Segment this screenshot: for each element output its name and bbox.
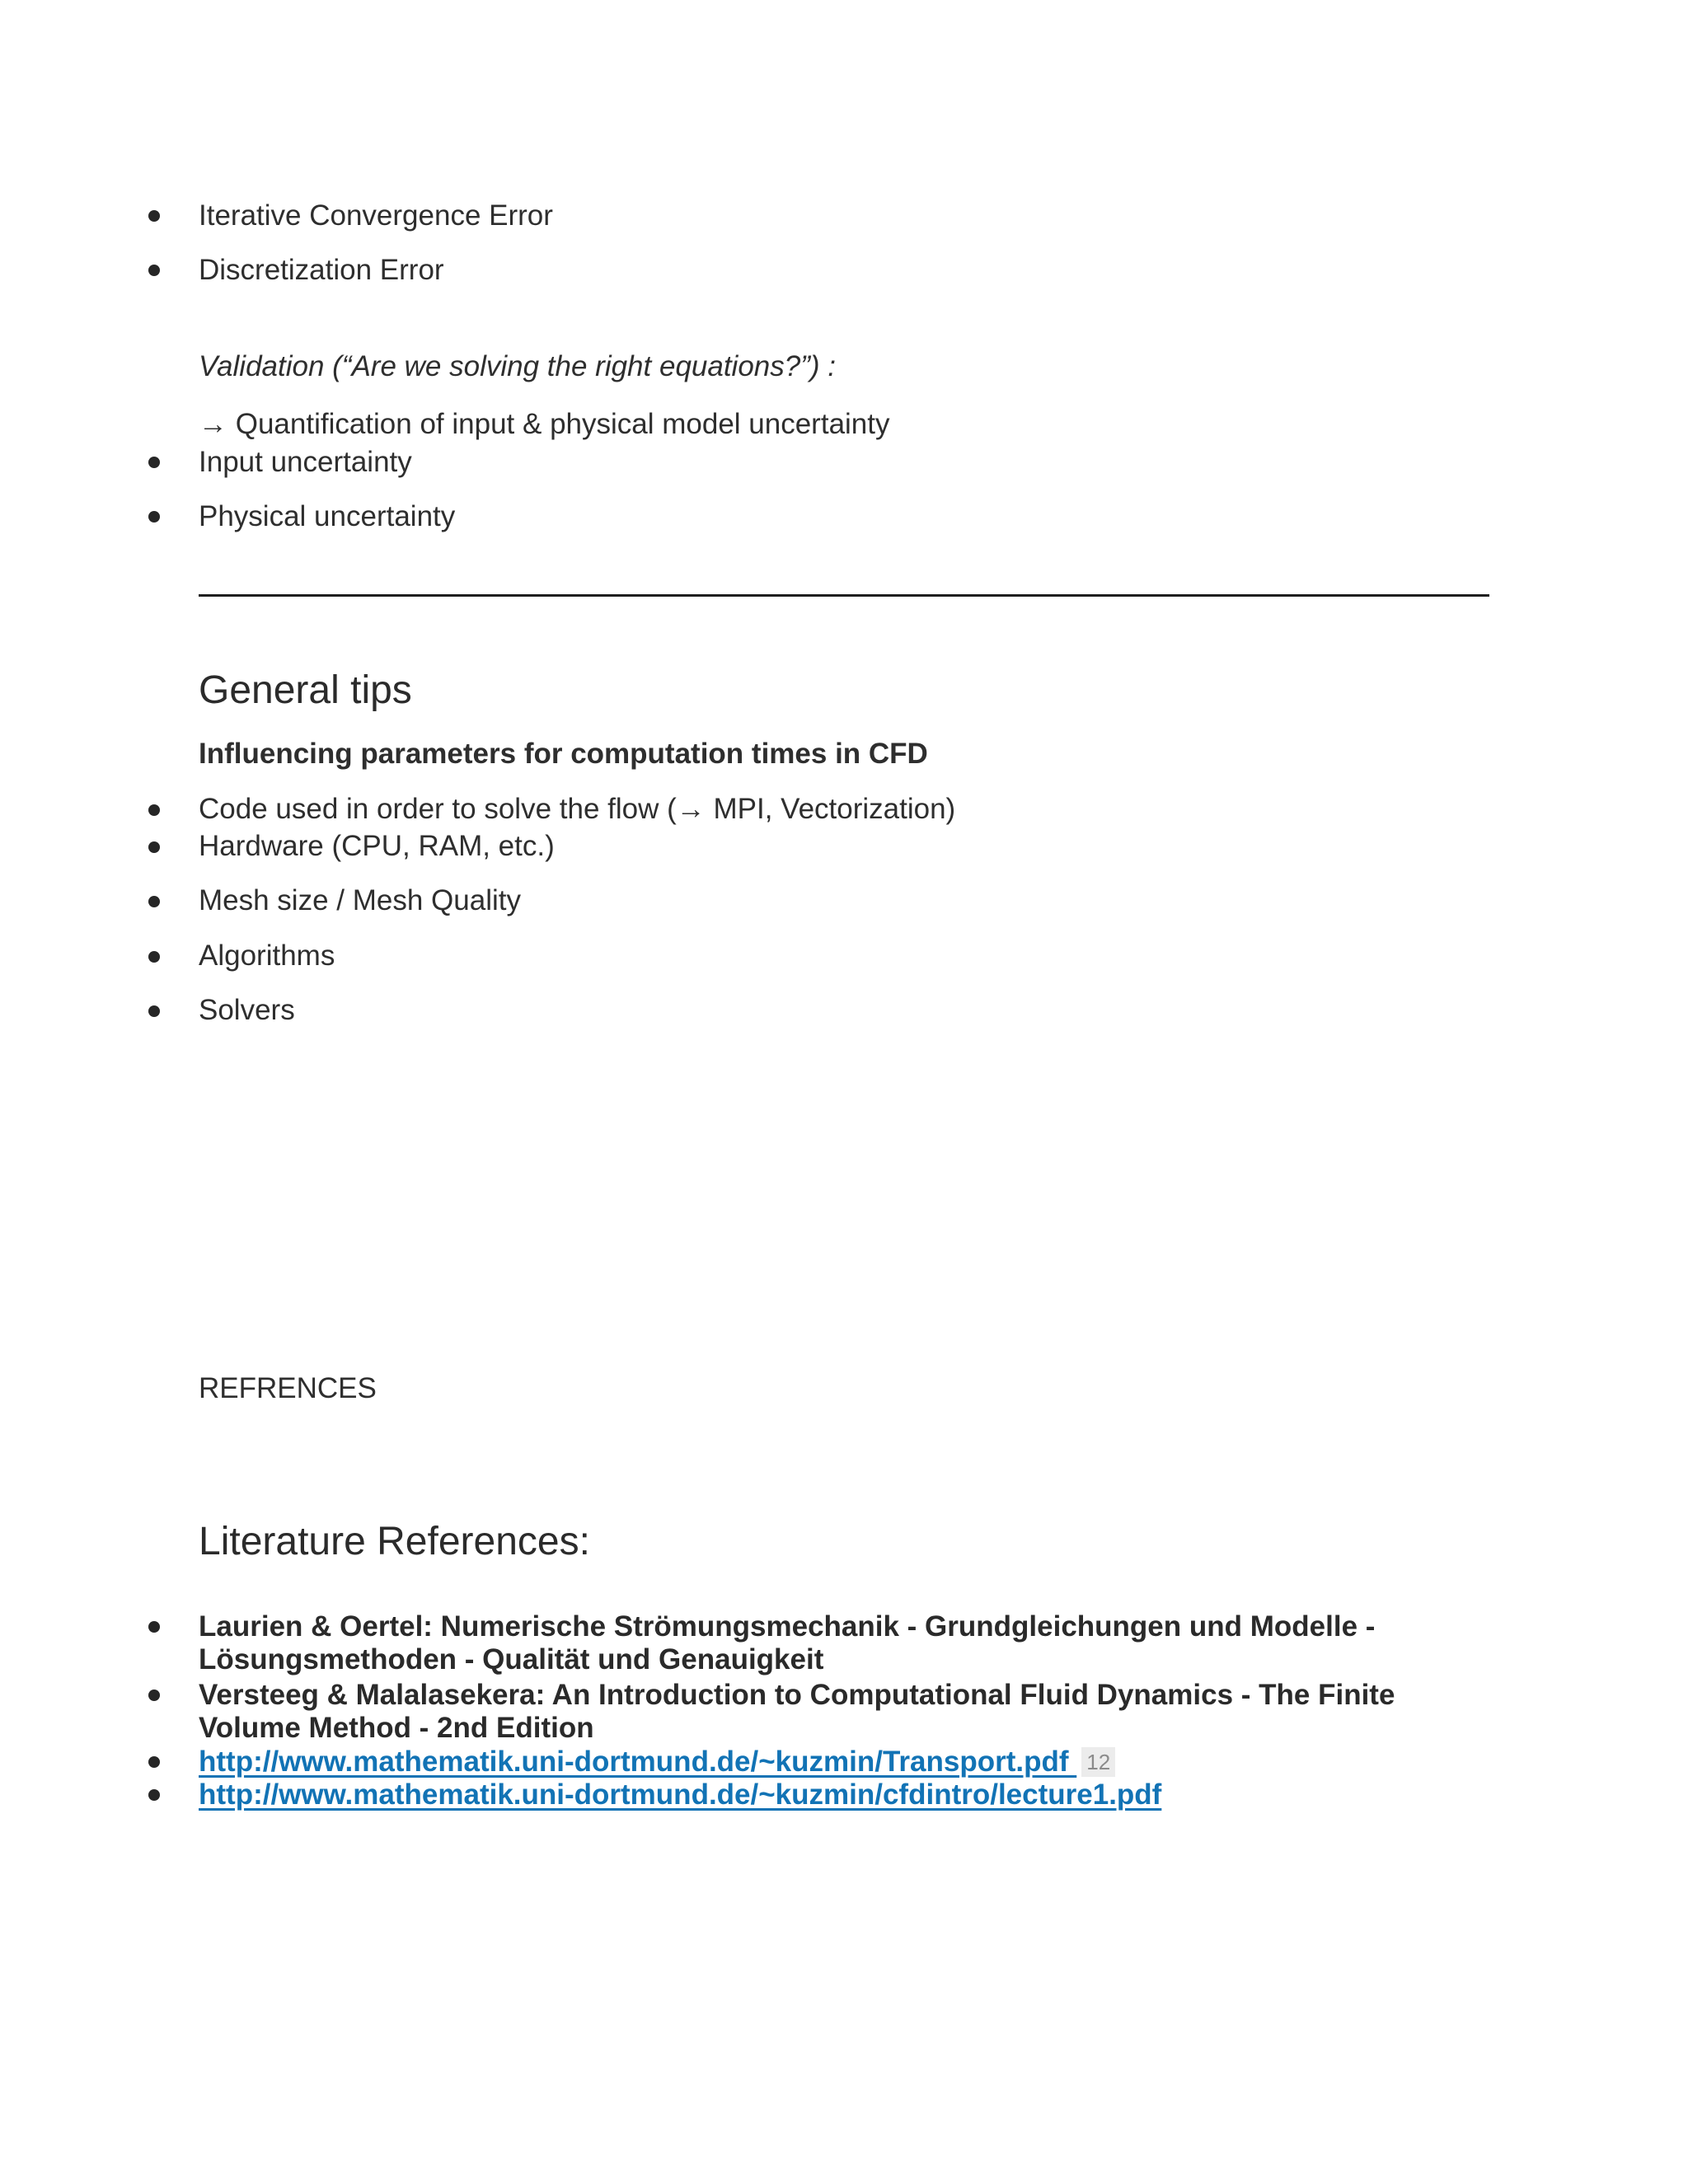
reference-entry-line: Versteeg & Malalasekera: An Introduction to Computational Fluid Dynamics - The Finite — [199, 1679, 1395, 1711]
list-item: Code used in order to solve the flow (→ MPI, Vectorization) — [199, 793, 956, 825]
reference-link-row — [199, 1745, 1115, 1779]
bullet-icon — [148, 804, 160, 816]
references-label: REFRENCES — [199, 1372, 377, 1404]
page-number: 12 — [1081, 1747, 1115, 1777]
bullet-icon — [148, 457, 160, 468]
validation-arrow-text: → Quantification of input & physical model uncertainty — [199, 408, 890, 440]
validation-heading: Validation (“Are we solving the right equations?”) : — [199, 350, 836, 382]
list-item: Physical uncertainty — [199, 500, 456, 532]
bullet-icon — [148, 210, 160, 222]
bullet-icon — [148, 1005, 160, 1017]
bullet-icon — [148, 1690, 160, 1701]
reference-entry-line: Laurien & Oertel: Numerische Strömungsmechanik - Grundgleichungen und Modelle - — [199, 1610, 1376, 1643]
bullet-icon — [148, 511, 160, 523]
bullet-icon — [148, 1621, 160, 1633]
list-item: Discretization Error — [199, 254, 444, 286]
reference-entry-line: Volume Method - 2nd Edition — [199, 1712, 594, 1744]
section-heading-literature: Literature References: — [199, 1520, 590, 1563]
list-item: Mesh size / Mesh Quality — [199, 884, 521, 916]
bullet-icon — [148, 951, 160, 963]
bullet-icon — [148, 841, 160, 853]
bullet-icon — [148, 1789, 160, 1801]
bullet-icon — [148, 1756, 160, 1768]
reference-entry-line: Lösungsmethoden - Qualität und Genauigkeit — [199, 1643, 824, 1675]
section-heading-general-tips: General tips — [199, 668, 412, 712]
bullet-icon — [148, 896, 160, 907]
bullet-icon — [148, 265, 160, 276]
horizontal-divider — [199, 594, 1489, 597]
reference-link[interactable]: http://www.mathematik.uni-dortmund.de/~kuzmin/cfdintro/lecture1.pdf — [199, 1779, 1162, 1811]
reference-link-row — [199, 1778, 1161, 1811]
list-item: Solvers — [199, 994, 295, 1026]
subheading: Influencing parameters for computation times in CFD — [199, 738, 928, 770]
list-item: Algorithms — [199, 940, 335, 972]
reference-link[interactable]: http://www.mathematik.uni-dortmund.de/~kuzmin/Transport.pdf — [199, 1746, 1077, 1778]
list-item: Input uncertainty — [199, 446, 412, 478]
list-item: Hardware (CPU, RAM, etc.) — [199, 830, 555, 862]
list-item: Iterative Convergence Error — [199, 199, 553, 232]
